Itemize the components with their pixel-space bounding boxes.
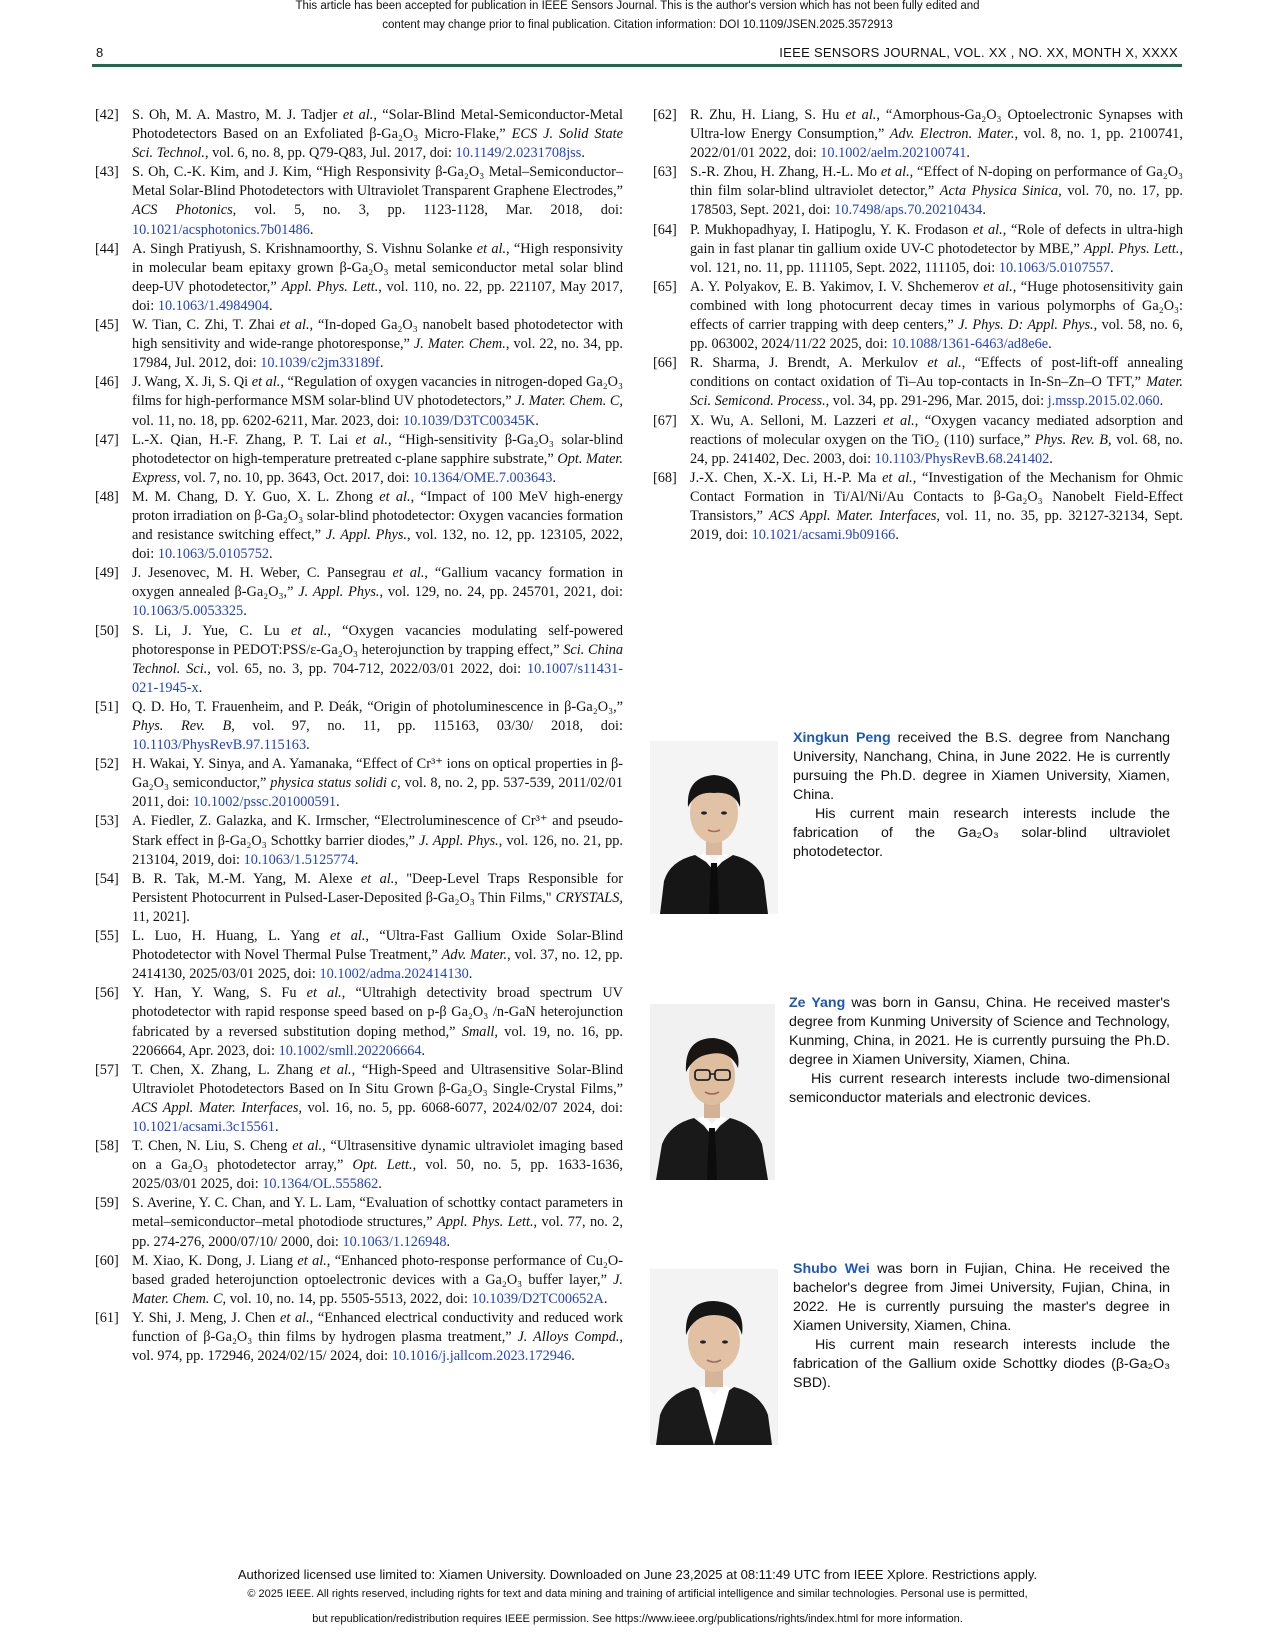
copyright-footer-line1: © 2025 IEEE. All rights reserved, including rights for text and data mining and training of artificial intelligence and similar technologies. Personal use is permitted, — [247, 1588, 1028, 1600]
doi-link[interactable]: j.mssp.2015.02.060 — [1047, 393, 1160, 410]
reference-end: . — [379, 355, 384, 372]
doi-link[interactable]: 10.1149/2.0231708jss — [455, 145, 582, 162]
reference-number: [53] — [95, 813, 119, 830]
reference-journal: Phys. Rev. B, — [132, 718, 235, 734]
reference-item — [95, 984, 623, 1060]
reference-etal: et al. — [279, 317, 310, 334]
reference-number: [51] — [95, 698, 119, 715]
doi-link[interactable]: 10.1002/smll.202206664 — [278, 1042, 422, 1059]
reference-title: , “Enhanced electrical conductivity and reduced work function of β-Ga₂O₃ thin films by hydrogen plasma treatment,” — [132, 1309, 623, 1345]
reference-etal: et al. — [280, 1309, 310, 1326]
reference-etal: et al. — [883, 412, 915, 429]
reference-item — [95, 698, 623, 755]
reference-details: vol. 11, no. 18, pp. 6202-6211, Mar. 2023, doi: — [132, 412, 403, 429]
reference-number: [64] — [653, 221, 677, 238]
reference-number: [61] — [95, 1309, 119, 1326]
reference-title: , “Ultrasensitive dynamic ultraviolet imaging based on a Ga₂O₃ photodetector array,” — [132, 1138, 623, 1174]
reference-number: [42] — [95, 107, 119, 123]
reference-text: S.-R. Zhou, H. Zhang, H.-L. Mo — [690, 164, 881, 181]
reference-journal: physica status solidi c, — [270, 775, 401, 792]
reference-journal: Opt. Lett. — [352, 1157, 413, 1174]
reference-etal: et al. — [306, 985, 342, 1002]
reference-etal: et al. — [319, 1061, 352, 1078]
reference-end: . — [1048, 336, 1052, 353]
reference-title: , “Investigation of the Mechanism for Ohmic Contact Formation in Ti/Al/Ni/Au Contacts to β-Ga₂O₃ Nanobelt Field-Effect Transistors,” — [690, 469, 1183, 524]
reference-details: , vol. 5, no. 3, pp. 1123-1128, Mar. 2018, doi: — [232, 202, 623, 219]
reference-item — [95, 106, 623, 163]
doi-link[interactable]: 10.1016/j.jallcom.2023.172946 — [391, 1348, 572, 1365]
reference-details: , vol. 974, pp. 172946, 2024/02/15/ 2024, doi: — [132, 1329, 623, 1365]
reference-item — [653, 278, 1183, 354]
reference-end: . — [421, 1042, 426, 1059]
bio-text: was born in Fujian, China. He received the bachelor's degree from Jimei University, Fujian, China, in 2022. He is currently pursuing the master's degree in Xiamen University, Xiamen, China. — [793, 1261, 1170, 1334]
reference-details: vol. 68, no. 24, pp. 241402, Dec. 2003, doi: — [690, 431, 1183, 467]
reference-etal: et al. — [379, 488, 411, 505]
reference-end: . — [552, 469, 557, 486]
reference-item — [95, 488, 623, 564]
reference-end: . — [243, 603, 247, 620]
reference-end: . — [1049, 450, 1053, 467]
reference-title: , “Impact of 100 MeV high-energy proton irradiation on β-Ga₂O₃ solar-blind photodetector: Oxygen vacancies formation and resistance switching effect,” — [132, 488, 623, 544]
references-left-column — [95, 106, 623, 1366]
reference-end: . — [354, 851, 359, 868]
reference-text: Q. D. Ho, T. Frauenheim, and P. Deák, “Origin of photoluminescence in β-Ga₂O₃,” — [132, 698, 623, 715]
reference-details: vol. 7, no. 10, pp. 3643, Oct. 2017, doi: — [180, 469, 414, 486]
reference-details: , vol. 22, no. 34, pp. 17984, Jul. 2012, doi: — [132, 336, 623, 372]
acceptance-notice-line1: This article has been accepted for publication in IEEE Sensors Journal. This is the author's version which has not been fully edited and — [295, 0, 980, 12]
reference-journal: Appl. Phys. Lett. — [437, 1214, 534, 1231]
reference-text: L. Luo, H. Huang, L. Yang — [132, 928, 331, 945]
reference-title: , “Ultra-Fast Gallium Oxide Solar-Blind Photodetector with Novel Thermal Pulse Treatment,” — [132, 928, 623, 964]
reference-item — [653, 106, 1183, 163]
reference-title: , “Enhanced photo-response performance of Cu₂O-based graded heterojunction optoelectronic devices with a Ga₂O₃ buffer layer,” — [132, 1252, 624, 1288]
doi-link[interactable]: 10.1103/PhysRevB.97.115163 — [132, 737, 307, 754]
reference-journal: ACS Photonics — [132, 202, 233, 219]
reference-item — [95, 1252, 623, 1309]
reference-journal: Phys. Rev. B, — [1034, 431, 1112, 448]
reference-number: [57] — [95, 1061, 119, 1078]
reference-details: , vol. 126, no. 21, pp. 213104, 2019, doi: — [132, 832, 623, 868]
author-name: Xingkun Peng — [793, 730, 891, 746]
reference-item — [653, 469, 1183, 545]
reference-journal: J. Appl. Phys. — [298, 584, 380, 601]
reference-text: S. Oh, C.-K. Kim, and J. Kim, “High Responsivity β-Ga₂O₃ Metal–Semiconductor–Metal Solar-Blind Photodetectors with Ultraviolet Transparent Graphene Electrodes,” — [132, 164, 623, 200]
reference-details: , vol. 132, no. 12, pp. 123105, 2022, doi: — [132, 527, 623, 563]
reference-title: , “Effect of N-doping on performance of Ga₂O₃ thin film solar-blind ultraviolet detector,” — [690, 164, 1183, 200]
reference-text: Y. Shi, J. Meng, J. Chen — [132, 1309, 280, 1326]
reference-text: J. Jesenovec, M. H. Weber, C. Pansegrau — [132, 565, 393, 582]
author-bio-ze-yang — [789, 994, 1170, 1108]
author-name: Shubo Wei — [793, 1261, 870, 1277]
doi-link[interactable]: 10.1063/5.0107557 — [998, 259, 1111, 276]
reference-title: , “Role of defects in ultra-high gain in fast planar tin gallium oxide UV-C photodetector by MBE,” — [690, 221, 1184, 257]
reference-end: . — [966, 145, 970, 162]
reference-end: . — [535, 412, 539, 429]
reference-item — [95, 1137, 623, 1194]
reference-journal: Adv. Mater. — [441, 947, 508, 964]
reference-title: , “In-doped Ga₂O₃ nanobelt based photodetector with high sensitivity and wide-range photoresponse,” — [132, 317, 623, 353]
reference-details: vol. 16, no. 5, pp. 6068-6077, 2024/02/07 2024, doi: — [302, 1099, 623, 1116]
reference-title: , “High-sensitivity β-Ga₂O₃ solar-blind photodetector on high-temperature pretreated c-plane sapphire substrate,” — [132, 431, 623, 467]
reference-text: A. Fiedler, Z. Galazka, and K. Irmscher, “Electroluminescence of Cr³⁺ and pseudo-Stark effect in β-Ga₂O₃ Schottky barrier diodes,” — [132, 813, 623, 849]
reference-etal: et al. — [360, 870, 395, 887]
reference-end: . — [895, 527, 899, 544]
reference-number: [45] — [95, 317, 119, 334]
reference-end: . — [1110, 259, 1114, 276]
reference-item — [653, 412, 1183, 469]
reference-text: Y. Han, Y. Wang, S. Fu — [132, 985, 307, 1002]
reference-end: . — [982, 202, 986, 219]
reference-number: [44] — [95, 240, 119, 257]
reference-details: , vol. 37, no. 12, pp. 2414130, 2025/03/01 2025, doi: — [132, 947, 623, 983]
reference-number: [54] — [95, 870, 119, 887]
reference-details: vol. 97, no. 11, pp. 115163, 03/30/ 2018, doi: — [234, 718, 623, 734]
page-number: 8 — [96, 45, 104, 60]
reference-journal: Acta Physica Sinica, — [939, 183, 1062, 200]
reference-end: . — [198, 679, 203, 696]
reference-end: . — [446, 1233, 451, 1250]
reference-journal: J. Mater. Chem. C, — [132, 1271, 623, 1307]
doi-link[interactable]: 10.1021/acsami.3c15561 — [132, 1118, 275, 1135]
author-photo-shubo-wei — [650, 1269, 778, 1445]
copyright-footer-line2: but republication/redistribution requires IEEE permission. See https://www.ieee.org/publications/rights/index.html for more information. — [312, 1613, 963, 1625]
reference-item — [95, 431, 623, 488]
reference-etal: et al. — [292, 1138, 323, 1155]
reference-item — [95, 240, 623, 316]
reference-item — [95, 163, 623, 239]
reference-journal: ECS J. Solid State Sci. Technol. — [132, 126, 623, 162]
reference-end: . — [468, 966, 473, 983]
reference-etal: et al. — [291, 622, 328, 639]
header-rule — [92, 64, 1182, 67]
reference-number: [65] — [653, 278, 677, 295]
reference-etal: et al. — [880, 164, 910, 181]
doi-link[interactable]: 10.1021/acsphotonics.7b01486 — [132, 221, 310, 238]
reference-number: [68] — [653, 469, 677, 486]
reference-title: , “Ultrahigh detectivity broad spectrum UV photodetector with rapid response speed based on p-β Ga₂O₃ /n-GaN heterojunction fabricated by a reversed substitution doping method,” — [132, 985, 623, 1040]
reference-details: 11, 2021]. — [132, 908, 190, 925]
reference-journal: Small, — [461, 1023, 498, 1040]
bio-text: was born in Gansu, China. He received master's degree from Kunming University of Science and Technology, Kunming, China, in 2021. He is currently pursuing the Ph.D. degree in Xiamen University, Xiamen, China. — [789, 995, 1170, 1068]
reference-details: vol. 10, no. 14, pp. 5505-5513, 2022, doi: — [226, 1290, 472, 1307]
reference-title: , “High responsivity in molecular beam epitaxy grown β-Ga₂O₃ metal semiconductor metal solar blind deep-UV photodetector,” — [132, 240, 623, 295]
reference-end: . — [306, 737, 310, 754]
reference-text: A. Singh Pratiyush, S. Krishnamoorthy, S. Vishnu Solanke — [132, 240, 477, 257]
doi-link[interactable]: 10.1088/1361-6463/ad8e6e — [891, 336, 1049, 353]
reference-item — [95, 622, 623, 698]
reference-title: , “Oxygen vacancies modulating self-powered photoresponse in PEDOT:PSS/ε-Ga₂O₃ heterojunction by trapping effect,” — [132, 622, 623, 658]
reference-journal: Opt. Mater. Express, — [132, 450, 623, 486]
reference-item — [95, 1194, 623, 1251]
reference-journal: Mater. Sci. Semicond. Process. — [690, 374, 1183, 410]
reference-details: , vol. 34, pp. 291-296, Mar. 2015, doi: — [825, 393, 1048, 410]
reference-details: vol. 19, no. 16, pp. 2206664, Apr. 2023, doi: — [132, 1023, 623, 1059]
doi-link[interactable]: 10.1002/adma.202414130 — [319, 966, 469, 983]
reference-etal: et al. — [297, 1252, 327, 1269]
reference-end: . — [274, 1118, 279, 1135]
reference-end: . — [603, 1290, 608, 1307]
reference-number: [49] — [95, 565, 119, 582]
reference-number: [62] — [653, 107, 677, 123]
reference-etal: et al. — [476, 240, 507, 257]
bio-research: His current main research interests include the fabrication of the Gallium oxide Schottky diodes (β-Ga₂O₃ SBD). — [793, 1337, 1170, 1391]
reference-text: S. Li, J. Yue, C. Lu — [132, 622, 291, 639]
reference-end: . — [336, 794, 340, 811]
reference-title: , “Solar-Blind Metal-Semiconductor-Metal Photodetectors Based on an Exfoliated β-Ga₂O₃ Micro-Flake,” — [132, 107, 623, 143]
reference-title: , “Huge photosensitivity gain combined with long photocurrent decay times in various polymorphs of Ga₂O₃: effects of carrier trapping with deep centers,” — [690, 278, 1183, 334]
reference-text: W. Tian, C. Zhi, T. Zhai — [132, 317, 280, 334]
reference-etal: et al. — [927, 355, 962, 372]
reference-text: S. Averine, Y. C. Chan, and Y. L. Lam, “Evaluation of schottky contact parameters in metal–semiconductor–metal photodiode structures,” — [132, 1195, 623, 1231]
reference-journal: Sci. China Technol. Sci. — [132, 641, 623, 677]
doi-link[interactable]: 10.1364/OME.7.003643 — [413, 469, 553, 486]
reference-end: . — [269, 546, 273, 563]
acceptance-notice-line2: content may change prior to final publication. Citation information: DOI 10.1109/JSEN.2025.3572913 — [382, 19, 893, 31]
reference-end: . — [309, 221, 314, 238]
reference-text: R. Zhu, H. Liang, S. Hu — [690, 107, 846, 123]
reference-text: X. Wu, A. Selloni, M. Lazzeri — [690, 412, 884, 429]
references-right-column — [653, 106, 1183, 545]
reference-text: J.-X. Chen, X.-X. Li, H.-P. Ma — [690, 469, 883, 486]
reference-title: , “Regulation of oxygen vacancies in nitrogen-doped Ga₂O₃ films for high-performance MSM solar-blind UV photodetectors,” — [132, 374, 623, 410]
doi-link[interactable]: 10.1063/1.126948 — [342, 1233, 447, 1250]
reference-text: A. Y. Polyakov, E. B. Yakimov, I. V. Shchemerov — [690, 278, 984, 295]
reference-details: , vol. 50, no. 5, pp. 1633-1636, 2025/03/01 2025, doi: — [132, 1157, 623, 1193]
doi-link[interactable]: 10.1063/5.0105752 — [157, 546, 270, 563]
author-name: Ze Yang — [789, 995, 846, 1011]
reference-text: L.-X. Qian, H.-F. Zhang, P. T. Lai — [132, 431, 356, 448]
reference-etal: et al. — [330, 928, 366, 945]
reference-item — [95, 870, 623, 927]
reference-text: P. Mukhopadhyay, I. Hatipoglu, Y. K. Frodason — [690, 221, 973, 238]
reference-item — [95, 316, 623, 373]
doi-link[interactable]: 10.1063/1.5125774 — [243, 851, 355, 868]
journal-header: IEEE SENSORS JOURNAL, VOL. XX , NO. XX, MONTH X, XXXX — [779, 45, 1178, 60]
doi-link[interactable]: 10.1364/OL.555862 — [262, 1176, 379, 1193]
reference-number: [55] — [95, 928, 119, 945]
reference-title: , “Gallium vacancy formation in oxygen annealed β-Ga₂O₃,” — [132, 565, 623, 601]
reference-end: . — [571, 1348, 575, 1365]
reference-journal: J. Phys. D: Appl. Phys. — [958, 317, 1094, 334]
reference-journal: ACS Appl. Mater. Interfaces, — [132, 1099, 302, 1116]
reference-etal: et al. — [983, 278, 1013, 295]
bio-text: received the B.S. degree from Nanchang University, Nanchang, China, in June 2022. He is currently pursuing the Ph.D. degree in Xiamen University, Xiamen, China. — [793, 730, 1170, 803]
reference-item — [95, 812, 623, 869]
reference-details: , vol. 129, no. 24, pp. 245701, 2021, doi: — [379, 584, 623, 601]
reference-details: , vol. 65, no. 3, pp. 704-712, 2022/03/01 2022, doi: — [207, 660, 528, 677]
reference-end: . — [378, 1176, 382, 1193]
reference-number: [46] — [95, 374, 119, 391]
doi-link[interactable]: 10.1103/PhysRevB.68.241402 — [874, 450, 1050, 467]
doi-link[interactable]: 10.1002/pssc.201000591 — [193, 794, 337, 811]
reference-journal: ACS Appl. Mater. Interfaces, — [768, 507, 941, 524]
reference-number: [48] — [95, 488, 119, 505]
doi-link[interactable]: 10.1039/D2TC00652A — [471, 1290, 604, 1307]
reference-journal: J. Appl. Phys. — [325, 527, 407, 544]
reference-title: , "Deep-Level Traps Responsible for Persistent Photocurrent in Pulsed-Laser-Deposited β-Ga₂O₃ Thin Films," — [132, 870, 623, 906]
reference-journal: Appl. Phys. Lett. — [281, 278, 379, 295]
reference-journal: J. Appl. Phys. — [419, 832, 499, 849]
reference-text: B. R. Tak, M.-M. Yang, M. Alexe — [132, 870, 361, 887]
bio-research: His current research interests include two-dimensional semiconductor materials and electronic devices. — [789, 1071, 1170, 1106]
reference-end: . — [581, 145, 585, 162]
reference-text: S. Oh, M. A. Mastro, M. J. Tadjer — [132, 107, 343, 123]
reference-text: R. Sharma, J. Brendt, A. Merkulov — [690, 355, 928, 372]
reference-text: M. M. Chang, D. Y. Guo, X. L. Zhong — [132, 488, 380, 505]
reference-number: [43] — [95, 164, 119, 181]
reference-journal: Appl. Phys. Lett. — [1083, 240, 1180, 257]
doi-link[interactable]: 10.1039/D3TC00345K — [402, 412, 536, 429]
reference-item — [653, 163, 1183, 220]
reference-etal: et al. — [972, 221, 1003, 238]
doi-link[interactable]: 10.1063/5.0053325 — [132, 603, 244, 620]
reference-etal: et al. — [882, 469, 913, 486]
reference-journal: CRYSTALS, — [555, 889, 623, 906]
reference-details: , vol. 110, no. 22, pp. 221107, May 2017, doi: — [132, 278, 623, 314]
doi-link[interactable]: 10.1063/1.4984904 — [157, 297, 270, 314]
reference-details: vol. 11, no. 35, pp. 32127-32134, Sept. 2019, doi: — [690, 507, 1183, 544]
author-photo-ze-yang — [650, 1004, 775, 1180]
reference-details: vol. 70, no. 17, pp. 178503, Sept. 2021, doi: — [690, 183, 1183, 219]
doi-link[interactable]: 10.1002/aelm.202100741 — [820, 145, 967, 162]
reference-number: [59] — [95, 1195, 119, 1212]
reference-text: J. Wang, X. Ji, S. Qi — [132, 374, 252, 391]
reference-journal: J. Mater. Chem. C, — [515, 393, 623, 410]
doi-link[interactable]: 10.1021/acsami.9b09166 — [751, 527, 896, 544]
reference-item — [95, 1061, 623, 1137]
reference-number: [58] — [95, 1138, 119, 1155]
author-bio-xingkun-peng — [793, 729, 1170, 862]
reference-item — [95, 373, 623, 430]
license-footer: Authorized licensed use limited to: Xiamen University. Downloaded on June 23,2025 at 08:11:49 UTC from IEEE Xplore. Restrictions apply. — [237, 1567, 1038, 1582]
reference-number: [66] — [653, 355, 677, 372]
reference-item — [653, 221, 1183, 278]
reference-number: [63] — [653, 164, 677, 181]
reference-text: M. Xiao, K. Dong, J. Liang — [132, 1252, 298, 1269]
reference-title: , “Effects of post-lift-off annealing conditions on contact oxidation of Ti–Au top-contacts in In-Sn–Zn–O TFT,” — [690, 355, 1184, 391]
reference-journal: J. Mater. Chem. — [413, 336, 506, 353]
reference-item — [95, 927, 623, 984]
reference-end: . — [269, 297, 273, 314]
author-photo-xingkun-peng — [650, 741, 778, 914]
reference-journal: J. Alloys Compd. — [517, 1329, 620, 1345]
reference-title: , “Oxygen vacancy mediated adsorption and reactions of molecular oxygen on the TiO₂ (110) surface,” — [690, 412, 1183, 448]
doi-link[interactable]: 10.7498/aps.70.20210434 — [834, 202, 983, 219]
reference-details: , vol. 77, no. 2, pp. 274-276, 2000/07/10/ 2000, doi: — [132, 1214, 623, 1250]
doi-link[interactable]: 10.1039/c2jm33189f — [260, 355, 380, 372]
reference-details: , vol. 6, no. 8, pp. Q79-Q83, Jul. 2017, doi: — [204, 145, 456, 162]
reference-etal: et al. — [251, 374, 281, 391]
reference-item — [95, 564, 623, 621]
bio-research: His current main research interests include the fabrication of the Ga₂O₃ solar-blind ultraviolet photodetector. — [793, 806, 1170, 860]
reference-number: [60] — [95, 1252, 119, 1269]
reference-number: [56] — [95, 985, 119, 1002]
reference-text: T. Chen, X. Zhang, L. Zhang — [132, 1061, 320, 1078]
reference-details: vol. 8, no. 2, pp. 537-539, 2011/02/01 2011, doi: — [132, 775, 623, 811]
reference-journal: Adv. Electron. Mater. — [889, 126, 1015, 143]
reference-etal: et al. — [355, 431, 388, 448]
reference-item — [653, 354, 1183, 411]
reference-number: [67] — [653, 412, 677, 429]
reference-etal: et al. — [845, 107, 877, 123]
reference-number: [47] — [95, 431, 119, 448]
reference-text: T. Chen, N. Liu, S. Cheng — [132, 1138, 293, 1155]
reference-item — [95, 1309, 623, 1366]
reference-end: . — [1159, 393, 1164, 410]
reference-etal: et al. — [392, 565, 425, 582]
reference-etal: et al. — [342, 107, 374, 123]
doi-link[interactable]: 10.1007/s11431-021-1945-x — [132, 660, 624, 696]
reference-details: , vol. 121, no. 11, pp. 111105, Sept. 2022, 111105, doi: — [690, 240, 1184, 276]
author-bio-shubo-wei — [793, 1260, 1170, 1393]
reference-title: , “Amorphous-Ga₂O₃ Optoelectronic Synapses with Ultra-low Energy Consumption,” — [690, 107, 1184, 143]
reference-number: [50] — [95, 622, 119, 639]
reference-title: , “High-Speed and Ultrasensitive Solar-Blind Ultraviolet Photodetectors Based on In Situ Grown β-Ga₂O₃ Single-Crystal Films,” — [132, 1061, 623, 1097]
reference-details: , vol. 8, no. 1, pp. 2100741, 2022/01/01 2022, doi: — [690, 126, 1183, 162]
reference-number: [52] — [95, 756, 119, 773]
reference-item — [95, 755, 623, 812]
reference-details: , vol. 58, no. 6, pp. 063002, 2024/11/22 2025, doi: — [690, 317, 1184, 353]
reference-text: H. Wakai, Y. Sinya, and A. Yamanaka, “Effect of Cr³⁺ ions on optical properties in β-Ga₂O₃ semiconductor,” — [132, 756, 623, 792]
